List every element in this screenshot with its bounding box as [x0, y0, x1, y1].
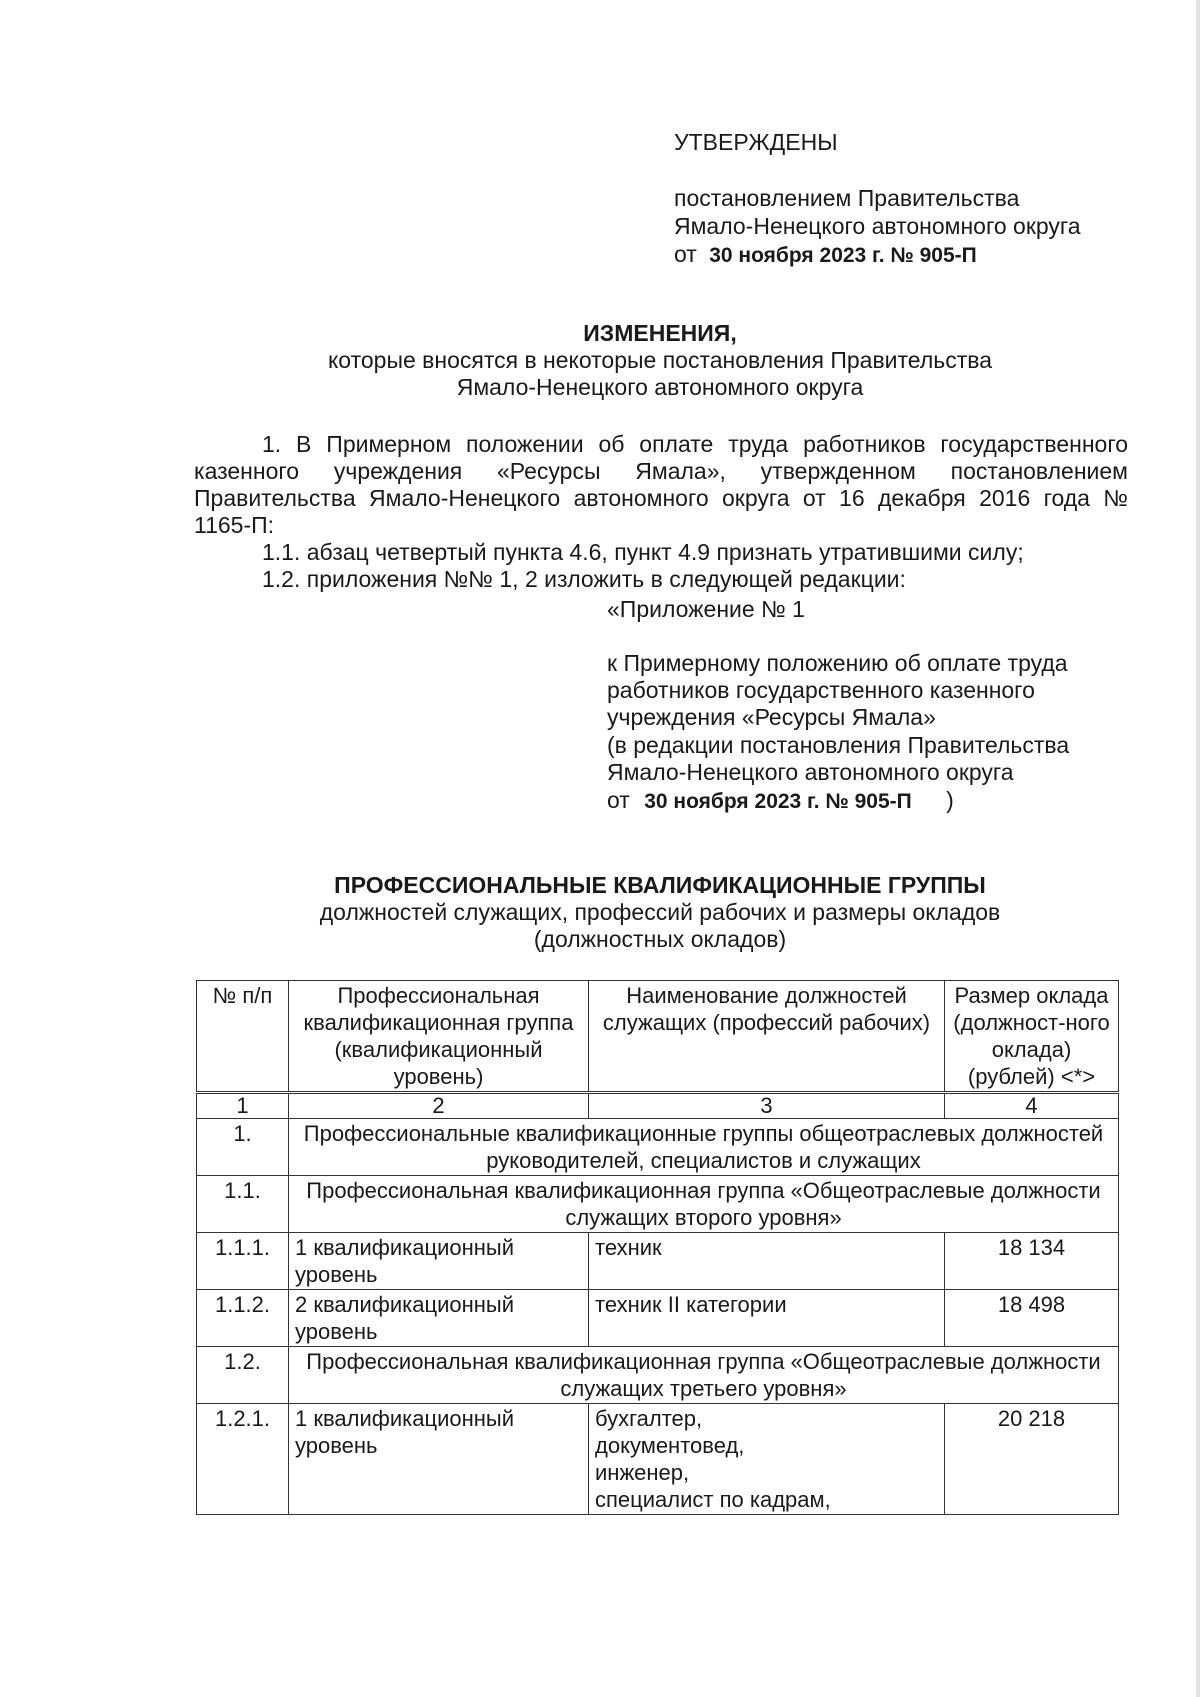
- groups-heading: [180, 872, 1140, 953]
- positions-cell: техник II категории: [589, 1290, 945, 1347]
- approval-date-prefix: от: [674, 241, 697, 267]
- column-number-2: 2: [289, 1093, 589, 1119]
- column-number-4: 4: [945, 1093, 1119, 1119]
- salary-cell: 20 218: [945, 1404, 1119, 1515]
- changes-subtitle-line-1: которые вносятся в некоторые постановления Правительства: [327, 347, 993, 373]
- appendix-line-3: учреждения «Ресурсы Ямала»: [607, 704, 936, 730]
- level-cell: 2 квалификационный уровень: [289, 1290, 589, 1347]
- appendix-line-2: работников государственного казенного: [607, 677, 1035, 703]
- approval-line-1: постановлением Правительства: [674, 185, 1020, 211]
- item-1-1: 1.1. абзац четвертый пункта 4.6, пункт 4.9 признать утратившими силу;: [262, 539, 1024, 565]
- approval-date: [674, 240, 977, 270]
- qualification-table: [196, 980, 1119, 1515]
- approval-date-value: 30 ноября 2023 г. № 905-П: [709, 244, 977, 267]
- appendix-line-1: к Примерному положению об оплате труда: [607, 650, 1068, 676]
- approval-heading: УТВЕРЖДЕНЫ: [674, 129, 838, 155]
- level-cell: 1 квалификационный уровень: [289, 1233, 589, 1290]
- appendix-line-5: Ямало-Ненецкого автономного округа: [607, 759, 1014, 785]
- header-salary: Размер оклада (должност-ного оклада) (рублей) <*>: [945, 981, 1119, 1093]
- group-title-cell: Профессиональная квалификационная группа «Общеотраслевые должности служащих третьего уровня»: [289, 1347, 1119, 1404]
- appendix-line-4: (в редакции постановления Правительства: [607, 732, 1070, 758]
- row-number: 1.2.1.: [197, 1404, 289, 1515]
- header-group: Профессиональная квалификационная группа (квалификационный уровень): [289, 981, 589, 1093]
- salary-cell: 18 498: [945, 1290, 1119, 1347]
- header-positions: Наименование должностей служащих (профессий рабочих): [589, 981, 945, 1093]
- table-row: [197, 1119, 1119, 1176]
- salary-cell: 18 134: [945, 1233, 1119, 1290]
- column-number-3: 3: [589, 1093, 945, 1119]
- positions-cell: [589, 1404, 945, 1515]
- table-row: [197, 1404, 1119, 1515]
- changes-subtitle-line-2: Ямало-Ненецкого автономного округа: [456, 374, 864, 400]
- level-cell: 1 квалификационный уровень: [289, 1404, 589, 1515]
- table-row: [197, 1233, 1119, 1290]
- groups-title: ПРОФЕССИОНАЛЬНЫЕ КВАЛИФИКАЦИОННЫЕ ГРУППЫ: [334, 872, 986, 898]
- appendix-date-value: 30 ноября 2023 г. № 905-П: [644, 790, 912, 813]
- position-item: документовед,: [595, 1433, 745, 1458]
- position-item: инженер,: [595, 1460, 690, 1485]
- row-number: 1.2.: [197, 1347, 289, 1404]
- row-number: 1.: [197, 1119, 289, 1176]
- table-row: [197, 1347, 1119, 1404]
- approval-line-2: Ямало-Ненецкого автономного округа: [674, 213, 1081, 239]
- table-row: [197, 1290, 1119, 1347]
- position-item: бухгалтер,: [595, 1406, 703, 1431]
- groups-subtitle-line-2: (должностных окладов): [533, 926, 787, 952]
- row-number: 1.1.1.: [197, 1233, 289, 1290]
- table-header-row: [197, 981, 1119, 1093]
- appendix-date-suffix: ): [946, 787, 954, 813]
- row-number: 1.1.2.: [197, 1290, 289, 1347]
- changes-heading: [180, 320, 1140, 401]
- groups-subtitle-line-1: должностей служащих, профессий рабочих и размеры окладов: [319, 899, 1001, 925]
- appendix-date-prefix: от: [607, 787, 630, 813]
- table-row: [197, 1176, 1119, 1233]
- item-1-2: 1.2. приложения №№ 1, 2 изложить в следующей редакции:: [262, 566, 906, 592]
- header-number: № п/п: [197, 981, 289, 1093]
- positions-cell: техник: [589, 1233, 945, 1290]
- appendix-heading: «Приложение № 1: [607, 596, 805, 622]
- group-title-cell: Профессиональные квалификационные группы общеотраслевых должностей руководителей, специалистов и служащих: [289, 1119, 1119, 1176]
- paragraph-1: 1. В Примерном положении об оплате труда работников государственного казенного учреждения «Ресурсы Ямала», утвержденном постановлением Правительства Ямало-Ненецкого автономного округа от 16 декабря 2016 года № 1165-П:: [194, 431, 1128, 538]
- row-number: 1.1.: [197, 1176, 289, 1233]
- position-item: специалист по кадрам,: [595, 1487, 831, 1512]
- group-title-cell: Профессиональная квалификационная группа «Общеотраслевые должности служащих второго уровня»: [289, 1176, 1119, 1233]
- column-number-row: [197, 1093, 1119, 1119]
- appendix-date: [607, 787, 954, 815]
- changes-title: ИЗМЕНЕНИЯ,: [583, 320, 737, 346]
- column-number-1: 1: [197, 1093, 289, 1119]
- page-edge: [1196, 0, 1200, 1697]
